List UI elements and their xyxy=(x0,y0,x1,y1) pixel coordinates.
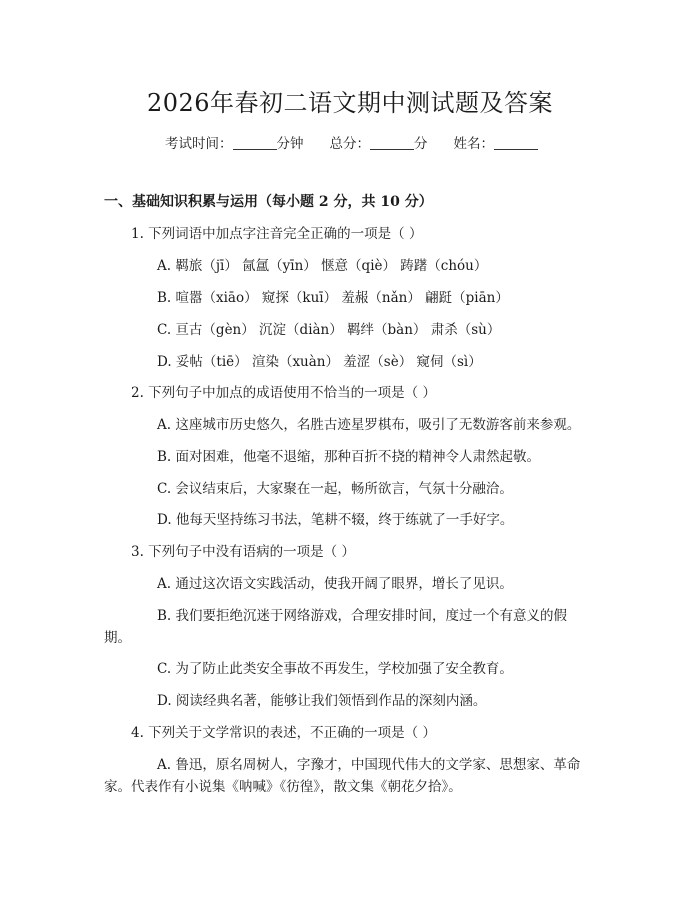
name-label: 姓名： xyxy=(453,136,494,152)
time-blank[interactable] xyxy=(233,135,277,150)
question-3-option-b-wrap: 期。 xyxy=(104,630,131,646)
question-4-stem: 4. 下列关于文学常识的表述，不正确的一项是（ ） xyxy=(131,725,436,741)
score-blank[interactable] xyxy=(370,135,414,150)
question-1-option-a: A. 羁旅（jī） 氤氲（yīn） 惬意（qiè） 踌躇（chóu） xyxy=(157,258,488,274)
question-4-option-a-wrap: 家。代表作有小说集《呐喊》《彷徨》，散文集《朝花夕拾》。 xyxy=(104,779,462,795)
question-2-option-d: D. 他每天坚持练习书法，笔耕不辍，终于练就了一手好字。 xyxy=(157,512,514,528)
question-3-option-c: C. 为了防止此类安全事故不再发生，学校加强了安全教育。 xyxy=(157,661,513,677)
name-blank[interactable] xyxy=(494,135,538,150)
question-2-option-b: B. 面对困难，他毫不退缩，那种百折不挠的精神令人肃然起敬。 xyxy=(157,449,541,465)
score-label: 总分： xyxy=(329,136,370,152)
question-2-option-c: C. 会议结束后，大家聚在一起，畅所欲言，气氛十分融洽。 xyxy=(157,481,513,497)
question-1-option-d: D. 妥帖（tiē） 渲染（xuàn） 羞涩（sè） 窥伺（sì） xyxy=(157,354,482,370)
question-3-option-a: A. 通过这次语文实践活动，使我开阔了眼界，增长了见识。 xyxy=(157,576,513,592)
question-3-stem: 3. 下列句子中没有语病的一项是（ ） xyxy=(131,544,355,560)
question-1-option-c: C. 亘古（gèn） 沉淀（diàn） 羁绊（bàn） 肃杀（sù） xyxy=(157,322,501,338)
question-1-option-b: B. 喧嚣（xiāo） 窥探（kuī） 羞赧（nǎn） 翩跹（piān） xyxy=(157,290,509,306)
question-3-option-b: B. 我们要拒绝沉迷于网络游戏，合理安排时间，度过一个有意义的假 xyxy=(157,608,568,624)
time-label: 考试时间： xyxy=(165,136,233,152)
exam-meta xyxy=(165,132,538,152)
page-title: 2026年春初二语文期中测试题及答案 xyxy=(146,89,554,117)
section-heading: 一、基础知识积累与运用（每小题 2 分，共 10 分） xyxy=(104,194,433,210)
question-1-stem: 1. 下列词语中加点字注音完全正确的一项是（ ） xyxy=(131,226,423,242)
time-unit: 分钟 xyxy=(276,136,304,152)
question-3-option-d: D. 阅读经典名著，能够让我们领悟到作品的深刻内涵。 xyxy=(157,693,487,709)
question-4-option-a: A. 鲁迅，原名周树人，字豫才，中国现代伟大的文学家、思想家、革命 xyxy=(157,757,581,773)
question-2-stem: 2. 下列句子中加点的成语使用不恰当的一项是（ ） xyxy=(131,385,436,401)
question-2-option-a: A. 这座城市历史悠久，名胜古迹星罗棋布，吸引了无数游客前来参观。 xyxy=(157,417,581,433)
score-unit: 分 xyxy=(414,136,428,152)
